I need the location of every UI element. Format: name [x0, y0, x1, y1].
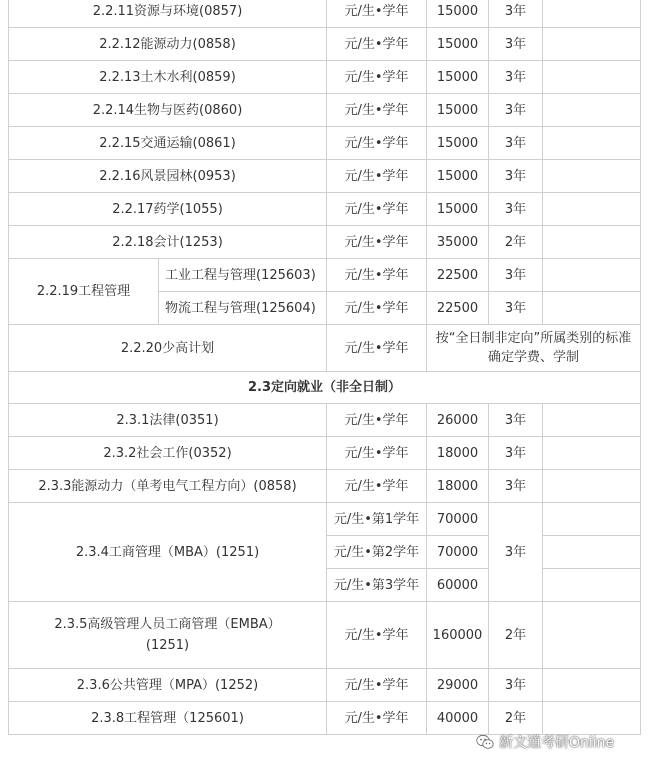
- empty-cell: [543, 127, 641, 160]
- program-name: 2.2.18会计(1253): [9, 226, 327, 259]
- table-row: [9, 160, 641, 193]
- duration: 3年: [489, 437, 543, 470]
- section-row: [9, 372, 641, 404]
- watermark-text: 新文道考研Online: [499, 735, 615, 751]
- fee-value: 40000: [427, 702, 489, 735]
- program-name: 2.2.19工程管理: [9, 259, 159, 325]
- table-row: [9, 259, 641, 292]
- fee-unit: 元/生•学年: [327, 28, 427, 61]
- fee-value: 18000: [427, 470, 489, 503]
- table-row: [9, 702, 641, 735]
- empty-cell: [543, 536, 641, 569]
- program-name: 2.2.20少高计划: [9, 325, 327, 372]
- fee-value: 18000: [427, 437, 489, 470]
- watermark: [476, 731, 614, 753]
- empty-cell: [543, 669, 641, 702]
- empty-cell: [543, 503, 641, 536]
- fee-unit: 元/生•学年: [327, 127, 427, 160]
- wechat-icon: [476, 734, 494, 750]
- fee-value: 15000: [427, 0, 489, 28]
- fee-unit: 元/生•学年: [327, 669, 427, 702]
- empty-cell: [543, 602, 641, 669]
- fee-note-line2: 确定学费、学制: [487, 350, 579, 365]
- duration: 3年: [489, 503, 543, 602]
- program-name: 2.2.17药学(1055): [9, 193, 327, 226]
- duration: 3年: [489, 61, 543, 94]
- fee-unit: 元/生•学年: [327, 325, 427, 372]
- duration: 3年: [489, 94, 543, 127]
- fee-unit: 元/生•学年: [327, 160, 427, 193]
- empty-cell: [543, 470, 641, 503]
- fee-unit: 元/生•第2学年: [327, 536, 427, 569]
- duration: 2年: [489, 226, 543, 259]
- empty-cell: [543, 28, 641, 61]
- table-row: [9, 0, 641, 28]
- empty-cell: [543, 226, 641, 259]
- program-name-line1: 2.3.5高级管理人员工商管理（EMBA）: [54, 617, 281, 632]
- program-name: 2.3.6公共管理（MPA）(1252): [9, 669, 327, 702]
- table-row: [9, 127, 641, 160]
- table-row: [9, 669, 641, 702]
- fee-unit: 元/生•学年: [327, 470, 427, 503]
- table-row: [9, 602, 641, 669]
- program-name: 2.3.8工程管理（125601): [9, 702, 327, 735]
- duration: 3年: [489, 259, 543, 292]
- fee-value: 22500: [427, 259, 489, 292]
- table-row: [9, 28, 641, 61]
- program-name: 2.3.2社会工作(0352): [9, 437, 327, 470]
- fee-unit: 元/生•学年: [327, 437, 427, 470]
- fee-value: 70000: [427, 503, 489, 536]
- program-name: 2.2.12能源动力(0858): [9, 28, 327, 61]
- sub-program-name: 物流工程与管理(125604): [159, 292, 327, 325]
- empty-cell: [543, 61, 641, 94]
- fee-note-line1: 按“全日制非定向”所属类别的标准: [435, 331, 632, 346]
- fee-unit: 元/生•学年: [327, 61, 427, 94]
- empty-cell: [543, 0, 641, 28]
- fee-value: 160000: [427, 602, 489, 669]
- program-name: [9, 602, 327, 669]
- fee-unit: 元/生•学年: [327, 193, 427, 226]
- empty-cell: [543, 259, 641, 292]
- table-row: [9, 193, 641, 226]
- fee-note: [427, 325, 641, 372]
- program-name: 2.2.14生物与医药(0860): [9, 94, 327, 127]
- empty-cell: [543, 437, 641, 470]
- fee-unit: 元/生•学年: [327, 702, 427, 735]
- fee-unit: 元/生•学年: [327, 404, 427, 437]
- program-name: 2.2.13土木水利(0859): [9, 61, 327, 94]
- fee-unit: 元/生•学年: [327, 259, 427, 292]
- table-row: [9, 470, 641, 503]
- program-name: 2.3.3能源动力（单考电气工程方向）(0858): [9, 470, 327, 503]
- empty-cell: [543, 404, 641, 437]
- empty-cell: [543, 292, 641, 325]
- program-name: 2.2.11资源与环境(0857): [9, 0, 327, 28]
- duration: 3年: [489, 669, 543, 702]
- fee-unit: 元/生•学年: [327, 94, 427, 127]
- duration: 3年: [489, 292, 543, 325]
- program-name: 2.2.15交通运输(0861): [9, 127, 327, 160]
- fee-unit: 元/生•第3学年: [327, 569, 427, 602]
- fee-value: 70000: [427, 536, 489, 569]
- fee-value: 22500: [427, 292, 489, 325]
- empty-cell: [543, 160, 641, 193]
- duration: 3年: [489, 28, 543, 61]
- empty-cell: [543, 94, 641, 127]
- empty-cell: [543, 702, 641, 735]
- fee-value: 26000: [427, 404, 489, 437]
- table-row: [9, 61, 641, 94]
- duration: 3年: [489, 193, 543, 226]
- program-name: 2.2.16风景园林(0953): [9, 160, 327, 193]
- table-row: [9, 503, 641, 536]
- table-row: [9, 226, 641, 259]
- fee-unit: 元/生•学年: [327, 0, 427, 28]
- fee-value: 15000: [427, 160, 489, 193]
- fee-unit: 元/生•第1学年: [327, 503, 427, 536]
- table-row: [9, 94, 641, 127]
- empty-cell: [543, 193, 641, 226]
- tuition-table: [8, 0, 641, 735]
- sub-program-name: 工业工程与管理(125603): [159, 259, 327, 292]
- duration: 3年: [489, 0, 543, 28]
- program-name-line2: (1251): [145, 638, 190, 653]
- table-row: [9, 404, 641, 437]
- fee-value: 60000: [427, 569, 489, 602]
- fee-value: 15000: [427, 94, 489, 127]
- duration: 3年: [489, 127, 543, 160]
- section-title: 2.3定向就业（非全日制）: [9, 372, 641, 404]
- fee-value: 29000: [427, 669, 489, 702]
- fee-value: 15000: [427, 28, 489, 61]
- empty-cell: [543, 569, 641, 602]
- duration: 2年: [489, 602, 543, 669]
- program-name: 2.3.1法律(0351): [9, 404, 327, 437]
- duration: 3年: [489, 404, 543, 437]
- fee-value: 35000: [427, 226, 489, 259]
- fee-value: 15000: [427, 127, 489, 160]
- duration: 2年: [489, 702, 543, 735]
- program-name: 2.3.4工商管理（MBA）(1251): [9, 503, 327, 602]
- fee-value: 15000: [427, 61, 489, 94]
- fee-unit: 元/生•学年: [327, 292, 427, 325]
- duration: 3年: [489, 160, 543, 193]
- fee-value: 15000: [427, 193, 489, 226]
- duration: 3年: [489, 470, 543, 503]
- fee-unit: 元/生•学年: [327, 602, 427, 669]
- fee-unit: 元/生•学年: [327, 226, 427, 259]
- table-row: [9, 325, 641, 372]
- table-row: [9, 437, 641, 470]
